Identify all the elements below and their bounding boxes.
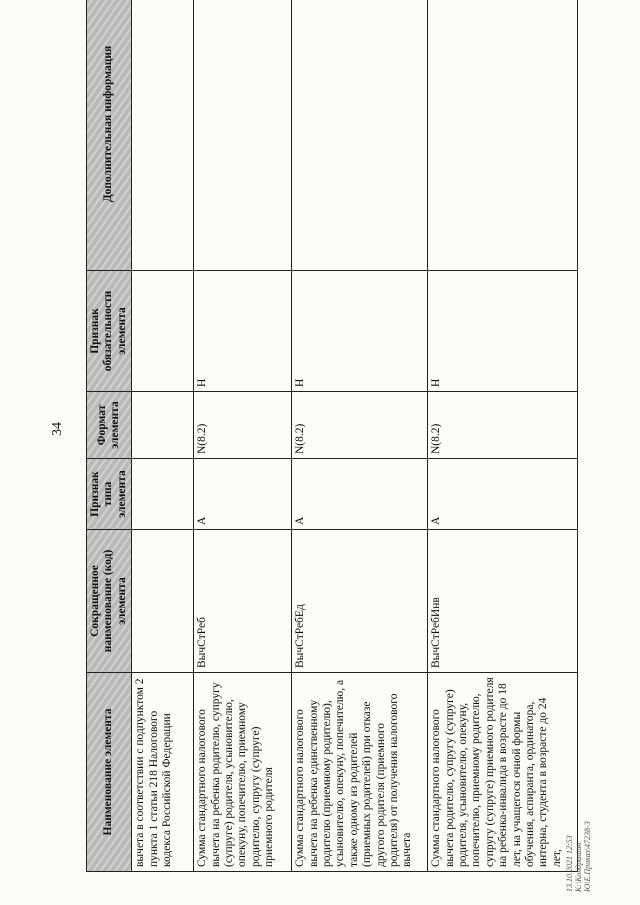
cell-short: ВычСтРебЕд xyxy=(292,530,428,673)
footer-date: 13.10.2021 12:53 xyxy=(565,835,574,892)
cell-format xyxy=(132,392,194,459)
cell-name: Сумма стандартного налогового вычета на ребенка родителю, супругу (супруге) родителя, усыновителю, опекуну, попечителю, приемному родителю, супругу (супруге) приемного родителя xyxy=(194,673,292,872)
header-format: Формат элемента xyxy=(87,392,132,459)
cell-format: N(8.2) xyxy=(194,392,292,459)
page-number: 34 xyxy=(50,422,65,436)
table-row xyxy=(292,0,428,872)
cell-format: N(8.2) xyxy=(292,392,428,459)
cell-type: А xyxy=(428,459,578,530)
header-extra: Дополнительная информация xyxy=(87,0,132,271)
table-header-row xyxy=(87,0,132,872)
cell-name: Сумма стандартного налогового вычета на ребенка единственному родителю (приемному родителю), усыновителю, опекуну, попечителю, а также одному из родителей (приемных родителей) при отказе другого родителя (приемного родителя) от получения налогового вычета xyxy=(292,673,428,872)
rotated-table-container xyxy=(86,32,563,872)
header-short: Сокращенное наименование (код) элемента xyxy=(87,530,132,673)
header-type: Признак типа элемента xyxy=(87,459,132,530)
footer-path: К:\Кондрашин Ю\Е.Приказ\47238-3 xyxy=(574,821,592,892)
cell-format: N(8.2) xyxy=(428,392,578,459)
cell-required: Н xyxy=(194,271,292,392)
cell-extra xyxy=(292,0,428,271)
cell-extra xyxy=(194,0,292,271)
table-row xyxy=(132,0,194,872)
cell-short xyxy=(132,530,194,673)
cell-type: А xyxy=(292,459,428,530)
cell-name: Сумма стандартного налогового вычета родителю, супругу (супруге) родителя, усыновителю, опекуну, попечителю, приемному родителю, супругу (супруге) приемного родителя на ребенка-инвалида в возрасте до 18 лет, на учащегося очной формы обучения, аспиранта, ординатора, интерна, студента в возрасте до 24 лет, xyxy=(428,673,578,872)
cell-type xyxy=(132,459,194,530)
table-row xyxy=(428,0,578,872)
table-row xyxy=(194,0,292,872)
cell-extra xyxy=(132,0,194,271)
file-footer xyxy=(565,817,592,892)
cell-required xyxy=(132,271,194,392)
cell-extra xyxy=(428,0,578,271)
elements-table xyxy=(86,0,578,872)
cell-required: Н xyxy=(292,271,428,392)
cell-type: А xyxy=(194,459,292,530)
cell-short: ВычСтРебИнв xyxy=(428,530,578,673)
header-required: Признак обязательности элемента xyxy=(87,271,132,392)
cell-name: вычета в соответствии с подпунктом 2 пункта 1 статьи 218 Налогового кодекса Российской Федерации xyxy=(132,673,194,872)
header-name: Наименование элемента xyxy=(87,673,132,872)
cell-required: Н xyxy=(428,271,578,392)
cell-short: ВычСтРеб xyxy=(194,530,292,673)
